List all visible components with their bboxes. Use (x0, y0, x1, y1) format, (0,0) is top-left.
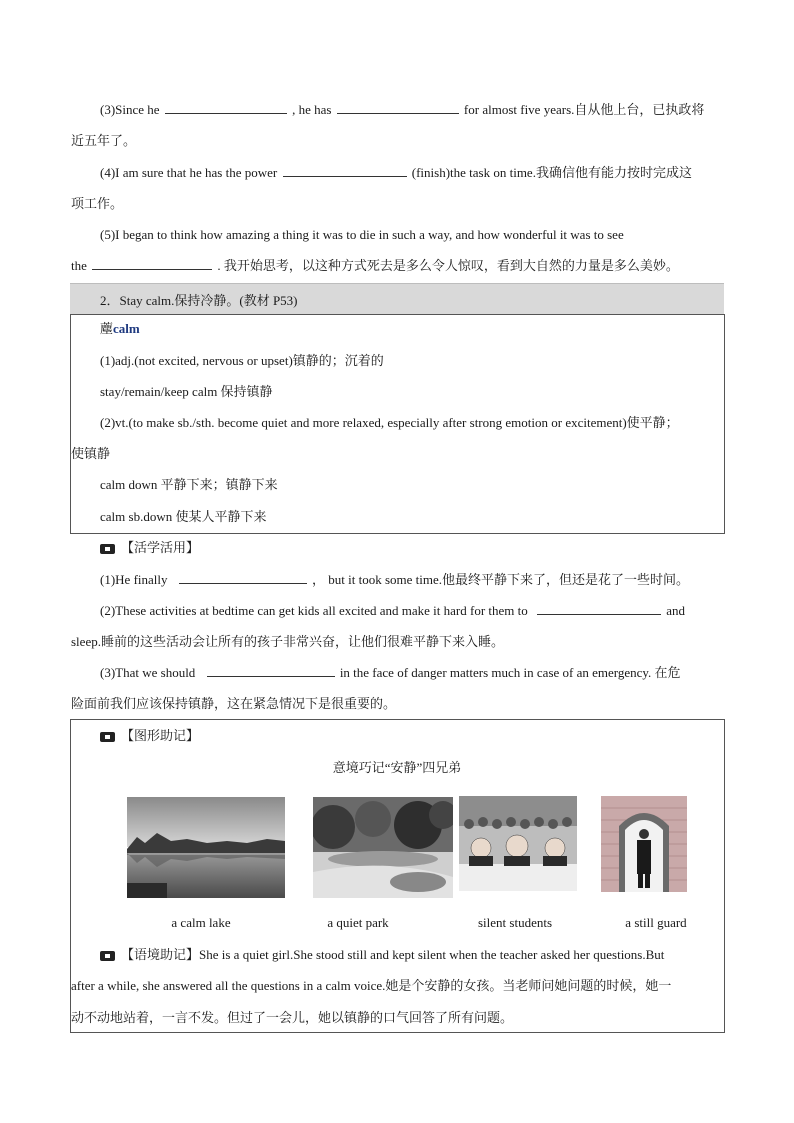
practice-1-line: (1)He finally ， but it took some time.他最终平静下来了，但还是花了一些时间。 (100, 572, 690, 587)
vocab-line: (2)vt.(to make sb./sth. become quiet and more relaxed, especially after strong emotion or excitement)使平静； (100, 415, 679, 430)
practice-2-line: (2)These activities at bedtime can get kids all excited and make it hard for them to and (100, 603, 686, 618)
memory-subtitle: 意境巧记“安静”四兄弟 (332, 760, 462, 775)
exercise-text: (3)Since he (100, 102, 160, 117)
vocab-line: stay/remain/keep calm 保持镇静 (100, 384, 273, 399)
practice-2-cont: sleep.睡前的这些活动会让所有的孩子非常兴奋，让他们很难平静下来入睡。 (71, 634, 504, 649)
section-title: 2．Stay calm.保持冷静。(教材 P53) (100, 293, 298, 308)
book-icon (100, 544, 115, 554)
exercise-text: , he has (292, 102, 332, 117)
guard-image (601, 796, 687, 892)
context-line-3: 动不动地站着，一言不发。但过了一会儿，她以镇静的口气回答了所有问题。 (71, 1010, 514, 1025)
exercise-3-cont: 近五年了。 (71, 133, 137, 148)
vocab-line: (1)adj.(not excited, nervous or upset)镇静的；沉着的 (100, 353, 384, 368)
context-line-1: 【语境助记】She is a quiet girl.She stood still and kept silent when the teacher asked her questions.But (100, 946, 664, 964)
exercise-3-line (100, 101, 704, 119)
answer-blank[interactable] (179, 571, 307, 584)
caption-park: a quiet park (327, 915, 389, 930)
exercise-text: . 我开始思考，以这种方式死去是多么令人惊叹，看到大自然的力量是多么美妙。 (217, 258, 679, 273)
exercise-5-line: (5)I began to think how amazing a thing it was to die in such a way, and how wonderful it was to see (100, 227, 624, 242)
answer-blank[interactable] (283, 164, 407, 177)
answer-blank[interactable] (92, 257, 212, 270)
caption-students: silent students (477, 915, 553, 930)
vocab-heading (100, 320, 140, 338)
answer-blank[interactable] (165, 101, 287, 114)
book-icon (100, 951, 115, 961)
vocab-line: calm sb.down 使某人平静下来 (100, 509, 267, 524)
vocab-line: 使镇静 (71, 446, 111, 461)
exercise-4-cont: 项工作。 (71, 196, 124, 211)
students-image (459, 796, 577, 891)
answer-blank[interactable] (207, 664, 335, 677)
practice-heading: 【活学活用】 (100, 539, 199, 557)
practice-3-cont: 险面前我们应该保持镇静，这在紧急情况下是很重要的。 (71, 696, 397, 711)
memory-heading: 【图形助记】 (100, 727, 199, 745)
exercise-text: (finish)the task on time.我确信他有能力按时完成这 (411, 165, 692, 180)
answer-blank[interactable] (537, 602, 661, 615)
exercise-text: the (71, 258, 87, 273)
practice-3-line: (3)That we should in the face of danger matters much in case of an emergency. 在危 (100, 665, 681, 680)
section-heading-bar (70, 283, 724, 314)
lake-image (127, 797, 285, 898)
exercise-text: (4)I am sure that he has the power (100, 165, 278, 180)
book-icon (100, 732, 115, 742)
exercise-text: for almost five years.自从他上台，已执政将 (463, 102, 705, 117)
exercise-4-line (100, 164, 692, 182)
answer-blank[interactable] (337, 101, 459, 114)
context-line-2: after a while, she answered all the questions in a calm voice.她是个安静的女孩。当老师问她问题的时候，她一 (71, 978, 672, 993)
heading-marker: 薼 (100, 321, 114, 336)
keyword: calm (113, 321, 140, 336)
exercise-5-cont (71, 257, 679, 275)
caption-lake: a calm lake (171, 915, 231, 930)
caption-guard: a still guard (625, 915, 687, 930)
vocab-line: calm down 平静下来；镇静下来 (100, 477, 278, 492)
park-image (313, 797, 453, 898)
